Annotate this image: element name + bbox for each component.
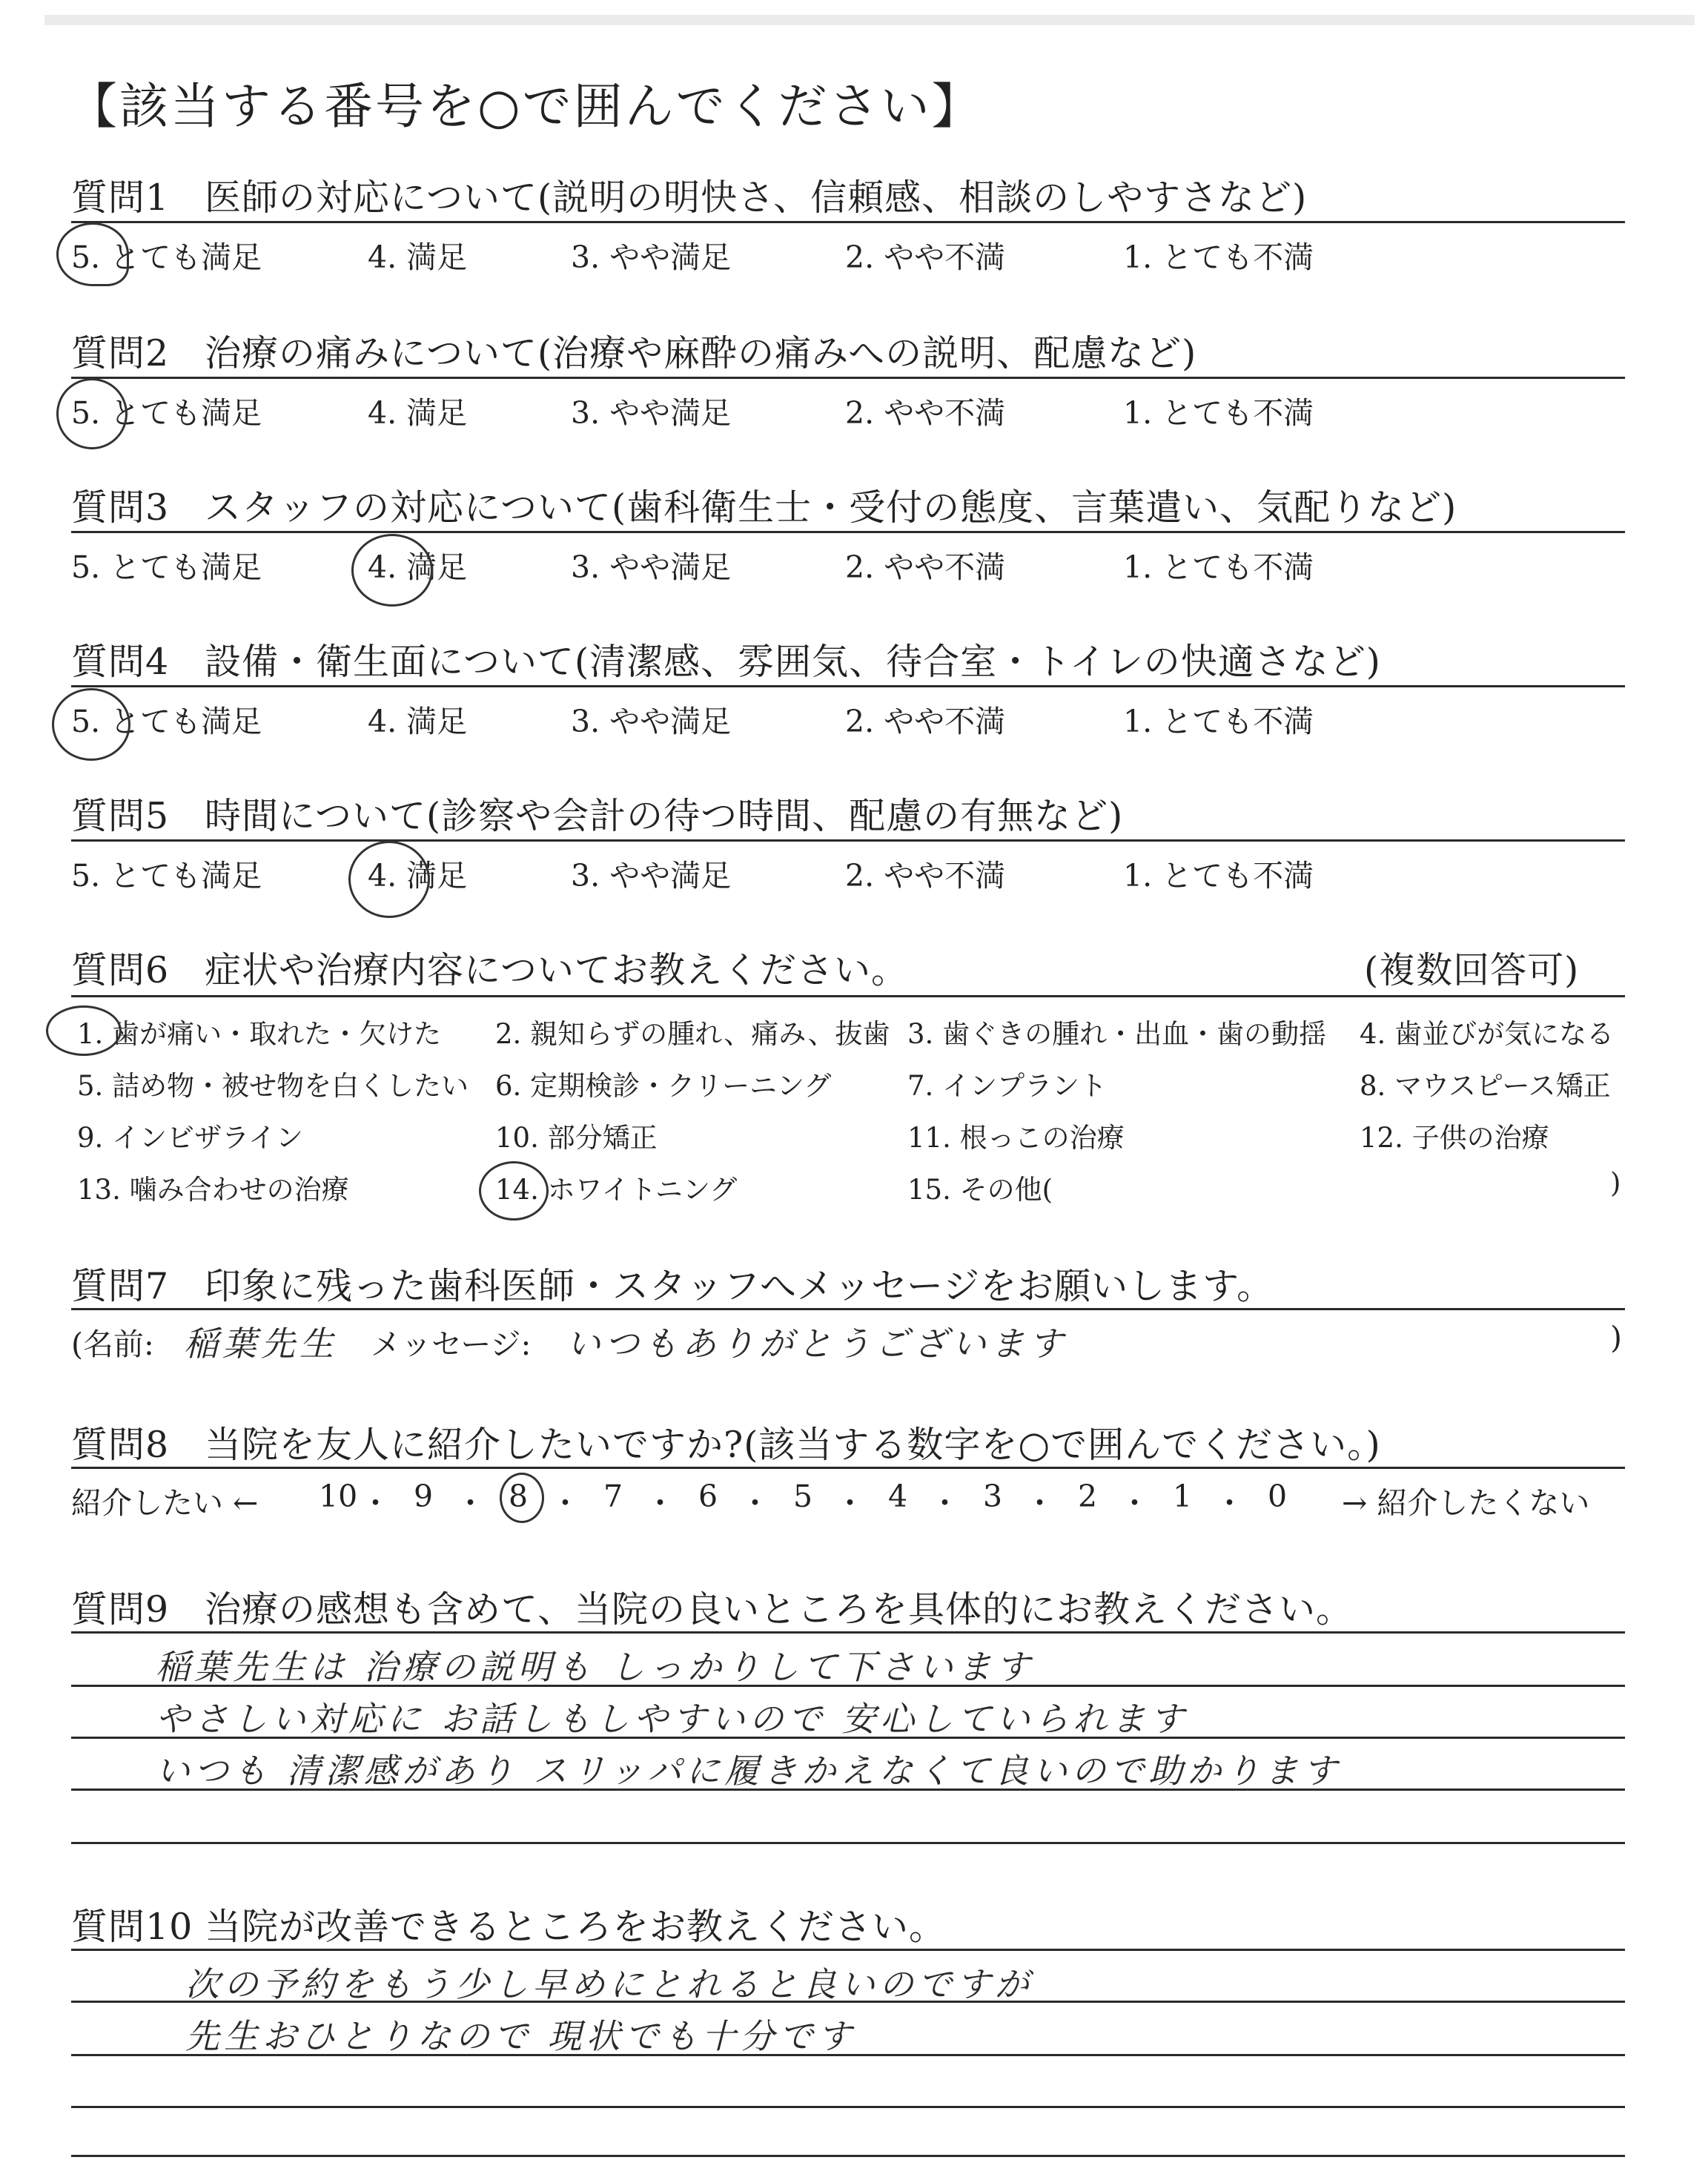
q3-option-1[interactable]: 1. とても不満	[1123, 549, 1314, 585]
divider	[71, 1467, 1625, 1469]
q9-answer-line-2[interactable]: やさしい対応に お話しもしやすいので 安心していられます	[156, 1699, 1189, 1739]
q10-answer-line-2[interactable]: 先生おひとりなので 現状でも十分です	[185, 2016, 856, 2056]
q4-option-3[interactable]: 3. やや満足	[571, 704, 732, 739]
q8-scale-number-8[interactable]: 8	[509, 1479, 529, 1514]
hand-drawn-circle-mark	[46, 1005, 122, 1056]
q5-option-2[interactable]: 2. やや不満	[845, 858, 1006, 894]
question-3	[71, 479, 1457, 531]
divider	[71, 531, 1625, 533]
q4-option-1[interactable]: 1. とても不満	[1123, 704, 1314, 739]
q8-scale-number-0[interactable]: 0	[1268, 1479, 1288, 1514]
q6-option-6[interactable]: 6. 定期検診・クリーニング	[495, 1070, 832, 1102]
question-label: 質問7	[71, 1265, 170, 1307]
q8-scale-separator: ・	[550, 1485, 580, 1521]
question-6	[71, 942, 908, 994]
q1-option-4[interactable]: 4. 満足	[368, 240, 468, 275]
q8-scale-number-9[interactable]: 9	[414, 1479, 434, 1514]
q6-option-15[interactable]: 15. その他(	[907, 1174, 1053, 1206]
question-text: 設備・衛生面について(清潔感、雰囲気、待合室・トイレの快適さなど)	[205, 641, 1381, 683]
question-label: 質問8	[71, 1424, 170, 1466]
q4-option-2[interactable]: 2. やや不満	[845, 704, 1006, 739]
question-7	[71, 1258, 1274, 1309]
question-2	[71, 325, 1196, 377]
question-label: 質問4	[71, 641, 170, 683]
question-text: 当院を友人に紹介したいですか?(該当する数字を○で囲んでください。)	[205, 1424, 1381, 1466]
q8-scale-separator: ・	[645, 1485, 675, 1521]
q6-option-1[interactable]: 1. 歯が痛い・取れた・欠けた	[77, 1018, 442, 1050]
q4-option-4[interactable]: 4. 満足	[368, 704, 468, 739]
question-5	[71, 787, 1123, 839]
q8-scale-separator: ・	[455, 1485, 486, 1521]
q2-option-3[interactable]: 3. やや満足	[571, 395, 732, 431]
answer-line	[71, 2155, 1625, 2157]
q8-scale-number-5[interactable]: 5	[793, 1479, 813, 1514]
question-text: 時間について(診察や会計の待つ時間、配慮の有無など)	[205, 795, 1124, 837]
q8-scale-number-6[interactable]: 6	[698, 1479, 718, 1514]
question-label: 質問1	[71, 176, 170, 219]
q1-option-3[interactable]: 3. やや満足	[571, 240, 732, 275]
q8-scale-number-1[interactable]: 1	[1173, 1479, 1193, 1514]
q6-option-11[interactable]: 11. 根っこの治療	[907, 1122, 1125, 1154]
answer-line	[71, 1631, 1625, 1634]
q2-option-1[interactable]: 1. とても不満	[1123, 395, 1314, 431]
question-text: スタッフの対応について(歯科衛生士・受付の態度、言葉遣い、気配りなど)	[205, 486, 1457, 529]
q4-option-5[interactable]: 5. とても満足	[71, 704, 262, 739]
hand-drawn-circle-mark	[56, 222, 129, 286]
q1-option-1[interactable]: 1. とても不満	[1123, 240, 1314, 275]
q7-message-answer[interactable]: いつもありがとうございます	[566, 1324, 1068, 1364]
hand-drawn-circle-mark	[500, 1473, 544, 1523]
q3-option-4[interactable]: 4. 満足	[368, 549, 468, 585]
q7-close-paren: )	[1610, 1320, 1622, 1355]
q2-option-2[interactable]: 2. やや不満	[845, 395, 1006, 431]
q7-name-label: (名前:	[71, 1327, 154, 1362]
q2-option-4[interactable]: 4. 満足	[368, 395, 468, 431]
q5-option-4[interactable]: 4. 満足	[368, 858, 468, 894]
multiple-answers-note: (複数回答可)	[1364, 949, 1580, 991]
scan-top-edge	[44, 15, 1695, 25]
q6-option-5[interactable]: 5. 詰め物・被せ物を白くしたい	[77, 1070, 469, 1102]
question-text: 医師の対応について(説明の明快さ、信頼感、相談のしやすさなど)	[205, 176, 1308, 219]
q3-option-3[interactable]: 3. やや満足	[571, 549, 732, 585]
question-text: 当院が改善できるところをお教えください。	[205, 1906, 947, 1948]
answer-line	[71, 2106, 1625, 2108]
question-4	[71, 633, 1381, 685]
hand-drawn-circle-mark	[348, 841, 430, 918]
q6-option-12[interactable]: 12. 子供の治療	[1360, 1122, 1549, 1154]
q1-option-5[interactable]: 5. とても満足	[71, 240, 262, 275]
q8-right-label: → 紹介したくない	[1342, 1485, 1590, 1521]
q8-scale-number-4[interactable]: 4	[888, 1479, 908, 1514]
q8-scale-number-2[interactable]: 2	[1078, 1479, 1098, 1514]
answer-line	[71, 1842, 1625, 1844]
question-9	[71, 1581, 1353, 1633]
q8-scale-separator: ・	[1214, 1485, 1245, 1521]
divider	[71, 839, 1625, 842]
answer-line	[71, 1949, 1625, 1951]
hand-drawn-circle-mark	[56, 378, 128, 449]
divider	[71, 221, 1625, 223]
question-label: 質問10	[71, 1906, 193, 1948]
question-10	[71, 1898, 946, 1950]
question-label: 質問3	[71, 486, 170, 529]
q1-option-2[interactable]: 2. やや不満	[845, 240, 1006, 275]
divider	[71, 995, 1625, 997]
q6-option-4[interactable]: 4. 歯並びが気になる	[1360, 1018, 1615, 1050]
q8-scale-number-10[interactable]: 10	[319, 1479, 358, 1514]
question-text: 印象に残った歯科医師・スタッフへメッセージをお願いします。	[205, 1265, 1274, 1307]
q8-scale-separator: ・	[740, 1485, 770, 1521]
q6-option-7[interactable]: 7. インプラント	[907, 1070, 1108, 1102]
divider	[71, 377, 1625, 379]
q6-option-9[interactable]: 9. インビザライン	[77, 1122, 303, 1154]
q3-option-2[interactable]: 2. やや不満	[845, 549, 1006, 585]
q6-option-15-close: )	[1610, 1167, 1621, 1199]
hand-drawn-circle-mark	[479, 1161, 549, 1221]
hand-drawn-circle-mark	[351, 534, 433, 607]
q10-answer-line-1[interactable]: 次の予約をもう少し早めにとれると良いのですが	[185, 1964, 1033, 2004]
q5-option-1[interactable]: 1. とても不満	[1123, 858, 1314, 894]
question-label: 質問2	[71, 332, 170, 374]
q2-option-5[interactable]: 5. とても満足	[71, 395, 262, 431]
q6-option-2[interactable]: 2. 親知らずの腫れ、痛み、抜歯	[495, 1018, 890, 1050]
q9-answer-line-3[interactable]: いつも 清潔感があり スリッパに履きかえなくて良いので助かります	[156, 1751, 1342, 1791]
q6-option-13[interactable]: 13. 噛み合わせの治療	[77, 1174, 349, 1206]
q8-scale-separator: ・	[1119, 1485, 1150, 1521]
q5-option-5[interactable]: 5. とても満足	[71, 858, 262, 894]
q6-option-3[interactable]: 3. 歯ぐきの腫れ・出血・歯の動揺	[907, 1018, 1327, 1050]
question-1	[71, 169, 1307, 221]
page-title: 【該当する番号を○で囲んでください】	[68, 78, 983, 135]
q3-option-5[interactable]: 5. とても満足	[71, 549, 262, 585]
q9-answer-line-1[interactable]: 稲葉先生は 治療の説明も しっかりして下さいます	[156, 1647, 1035, 1687]
question-label: 質問6	[71, 949, 170, 991]
question-label: 質問5	[71, 795, 170, 837]
question-text: 症状や治療内容についてお教えください。	[205, 949, 909, 991]
q7-name-answer[interactable]: 稲葉先生	[184, 1324, 338, 1364]
question-label: 質問9	[71, 1588, 170, 1631]
q8-scale-separator: ・	[360, 1485, 391, 1521]
q6-option-8[interactable]: 8. マウスピース矯正	[1360, 1070, 1611, 1102]
q8-scale-separator: ・	[1025, 1485, 1055, 1521]
q8-scale-number-3[interactable]: 3	[983, 1479, 1003, 1514]
divider	[71, 1308, 1625, 1310]
q8-scale-separator: ・	[835, 1485, 865, 1521]
q8-left-label: 紹介したい ←	[71, 1485, 259, 1521]
divider	[71, 685, 1625, 687]
q5-option-3[interactable]: 3. やや満足	[571, 858, 732, 894]
hand-drawn-circle-mark	[52, 688, 130, 761]
q6-option-14[interactable]: 14. ホワイトニング	[495, 1174, 738, 1206]
q7-message-label: メッセージ:	[371, 1327, 532, 1362]
q8-scale-number-7[interactable]: 7	[603, 1479, 623, 1514]
question-text: 治療の感想も含めて、当院の良いところを具体的にお教えください。	[205, 1588, 1354, 1631]
q6-option-10[interactable]: 10. 部分矯正	[495, 1122, 658, 1154]
q8-scale-separator: ・	[930, 1485, 960, 1521]
question-text: 治療の痛みについて(治療や麻酔の痛みへの説明、配慮など)	[205, 332, 1197, 374]
question-8	[71, 1416, 1381, 1468]
